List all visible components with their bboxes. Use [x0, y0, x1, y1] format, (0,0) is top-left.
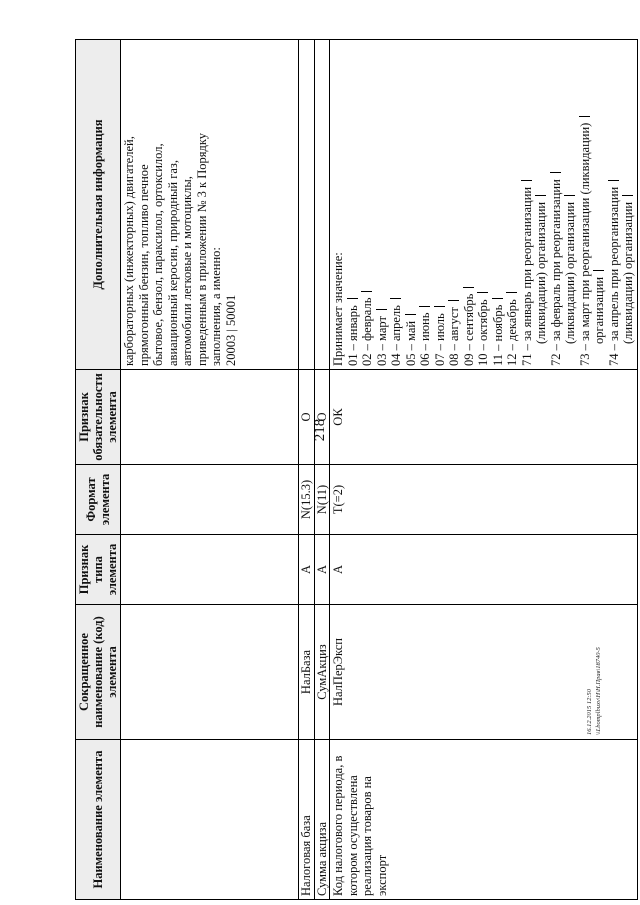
cell-empty: [121, 370, 299, 465]
values-intro: Принимает значение:: [331, 252, 345, 366]
value-text: 02 – февраль: [360, 297, 374, 366]
value-item: [360, 43, 375, 366]
value-item: [389, 43, 404, 366]
value-item: [621, 43, 636, 366]
separator-bar: [492, 298, 503, 299]
separator-bar: [535, 195, 546, 196]
separator-bar: [477, 292, 488, 293]
cell-info: [314, 40, 330, 370]
value-item: [346, 43, 361, 366]
value-text: 09 – сентябрь: [461, 293, 476, 366]
info-line: бытовое, бензол, параксилол, ортоксилол,: [151, 143, 165, 366]
footer-path: \\Lbomplbuxv\H\Н.Прав\18740-5: [595, 647, 602, 735]
value-text: 73 – за март при реорганизации (ликвидации): [577, 122, 592, 366]
cell-format: N(11): [314, 465, 330, 535]
value-text: 08 – август: [447, 307, 461, 366]
table-row: [314, 40, 330, 900]
cell-format: T(=2): [330, 465, 638, 535]
cell-short: НалБаза: [299, 605, 315, 740]
value-item: [563, 43, 578, 366]
cell-empty: [121, 740, 299, 900]
separator-bar: [347, 298, 358, 299]
header-mandatory: Признак обязательности элемента: [76, 370, 121, 465]
value-text: 11 – ноябрь: [490, 304, 505, 366]
table-row: [299, 40, 315, 900]
value-text: 04 – апрель: [389, 305, 403, 366]
header-short: Сокращенное наименование (код) элемента: [76, 605, 121, 740]
value-item: [578, 43, 593, 366]
header-row: [76, 40, 121, 900]
info-line: приведенным в приложении № 3 к Порядку: [194, 132, 209, 366]
cell-name: Сумма акциза: [314, 740, 330, 900]
cell-type: А: [299, 535, 315, 605]
info-line: карбораторных (инжекторных) двигателей,: [122, 136, 136, 366]
value-item: [607, 43, 622, 366]
page-number: 218: [312, 418, 328, 442]
separator-bar: [550, 172, 561, 173]
table-row: [330, 40, 638, 900]
cell-mandatory: О: [314, 370, 330, 465]
value-text: 12 – декабрь: [505, 299, 519, 366]
header-name: Наименование элемента: [76, 740, 121, 900]
value-item: [462, 43, 477, 366]
cell-info: [299, 40, 315, 370]
info-line: 20003 | 50001: [223, 294, 238, 366]
header-info: Дополнительная информация: [76, 40, 121, 370]
value-item: [592, 43, 607, 366]
elements-table: [75, 39, 638, 900]
value-text: 07 – июль: [432, 313, 447, 366]
info-line: прямогонный бензин, топливо печное: [136, 164, 151, 366]
value-text: 06 – июнь: [418, 312, 432, 366]
value-item: [491, 43, 506, 366]
value-text: 01 – январь: [345, 305, 360, 366]
cell-mandatory: О: [299, 370, 315, 465]
separator-bar: [390, 298, 401, 299]
cell-name: Налоговая база: [299, 740, 315, 900]
value-item: [534, 43, 549, 366]
separator-bar: [579, 116, 590, 117]
value-item: [476, 43, 491, 366]
info-line: автомобили легковые и мотоциклы,: [180, 176, 194, 366]
separator-bar: [419, 306, 430, 307]
header-format: Формат элемента: [76, 465, 121, 535]
cell-info-continued: [121, 40, 299, 370]
rotated-table: [75, 40, 635, 900]
value-item: [447, 43, 462, 366]
value-item: [520, 43, 535, 366]
value-item: [404, 43, 419, 366]
cell-name: Код налогового периода, в котором осуществлена реализация товаров на экспорт: [330, 740, 638, 900]
separator-bar: [506, 292, 517, 293]
cell-type: А: [314, 535, 330, 605]
separator-bar: [434, 306, 445, 307]
value-text: (ликвидации) организации: [563, 201, 577, 344]
cell-empty: [121, 465, 299, 535]
value-text: 71 – за январь при реорганизации: [519, 186, 534, 366]
cell-short: НалПерЭксп: [330, 605, 638, 740]
value-item: [418, 43, 433, 366]
info-line: авиационный керосин, природный газ,: [165, 160, 180, 366]
values-list: [346, 43, 636, 366]
separator-bar: [463, 287, 474, 288]
cell-mandatory: ОК: [330, 370, 638, 465]
value-text: 05 – май: [403, 320, 418, 366]
separator-bar: [608, 180, 619, 181]
cell-empty: [121, 605, 299, 740]
value-text: 03 – март: [374, 316, 389, 366]
separator-bar: [622, 195, 633, 196]
separator-bar: [564, 195, 575, 196]
table-container: [75, 40, 635, 900]
value-text: (ликвидации) организации: [621, 201, 635, 344]
cell-info-values: [330, 40, 638, 370]
value-item: [505, 43, 520, 366]
value-item: [433, 43, 448, 366]
cell-format: N(15.3): [299, 465, 315, 535]
separator-bar: [376, 309, 387, 310]
cell-short: СумАкциз: [314, 605, 330, 740]
value-text: (ликвидации) организации: [534, 201, 548, 344]
cell-type: А: [330, 535, 638, 605]
value-text: 10 – октябрь: [476, 299, 490, 366]
table-row: [121, 40, 299, 900]
value-item: [375, 43, 390, 366]
separator-bar: [521, 180, 532, 181]
value-text: 74 – за апрель при реорганизации: [606, 186, 621, 366]
info-line: заполнения, а именно:: [209, 247, 223, 366]
header-type: Признак типа элемента: [76, 535, 121, 605]
separator-bar: [361, 291, 372, 292]
value-item: [549, 43, 564, 366]
separator-bar: [448, 300, 459, 301]
separator-bar: [593, 270, 604, 271]
separator-bar: [405, 314, 416, 315]
value-text: 72 – за февраль при реорганизации: [548, 179, 563, 366]
cell-empty: [121, 535, 299, 605]
value-text: организации: [592, 276, 606, 344]
footer-timestamp: 16.12.2015 12:50: [586, 688, 593, 735]
